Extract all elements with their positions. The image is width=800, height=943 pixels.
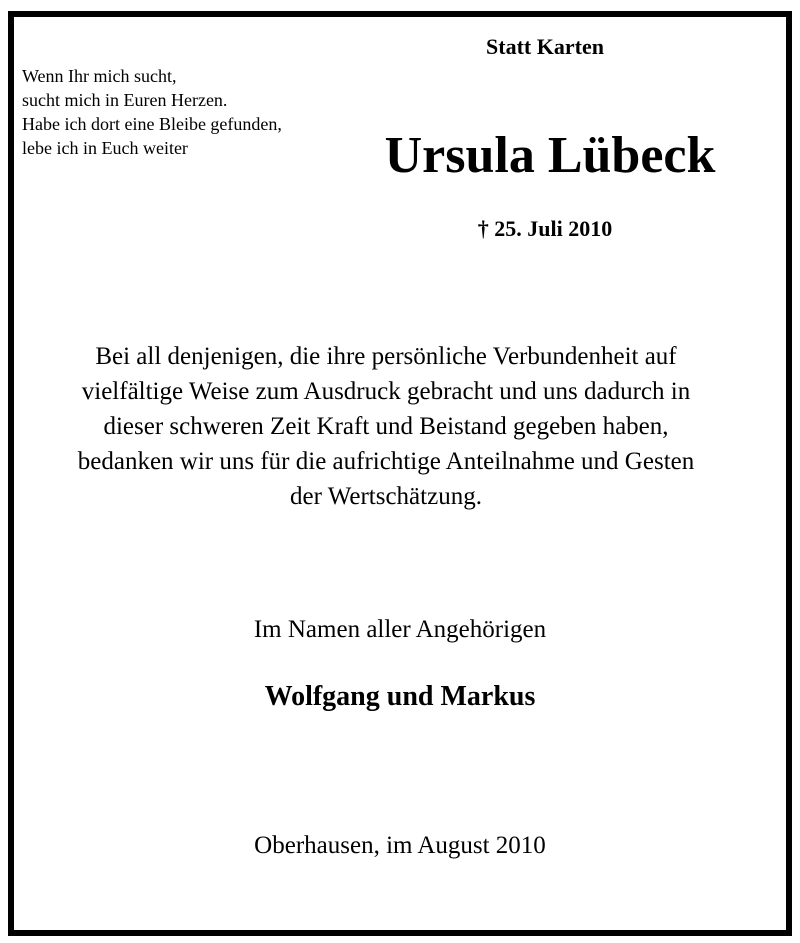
place-and-date: Oberhausen, im August 2010 (254, 832, 546, 859)
statt-karten-label: Statt Karten (486, 34, 604, 59)
poem-line: Habe ich dort eine Bleibe gefunden, (22, 114, 282, 134)
message-line: Bei all denjenigen, die ihre persönliche Verbundenheit auf (95, 343, 677, 370)
poem-line: Wenn Ihr mich sucht, (22, 66, 177, 86)
poem-line: sucht mich in Euren Herzen. (22, 90, 228, 110)
message-line: vielfältige Weise zum Ausdruck gebracht und uns dadurch in (81, 378, 691, 405)
deceased-name: Ursula Lübeck (384, 127, 716, 184)
thank-you-message (20, 339, 752, 514)
poem-line: lebe ich in Euch weiter (22, 138, 188, 158)
message-line: dieser schweren Zeit Kraft und Beistand gegeben haben, (103, 413, 669, 440)
message-line: der Wertschätzung. (290, 483, 482, 510)
signers-names: Wolfgang und Markus (264, 681, 536, 712)
on-behalf-line: Im Namen aller Angehörigen (253, 616, 547, 643)
death-date: † 25. Juli 2010 (477, 216, 613, 241)
message-line: bedanken wir uns für die aufrichtige Anteilnahme und Gesten (77, 448, 695, 475)
poem-verse (22, 64, 282, 160)
